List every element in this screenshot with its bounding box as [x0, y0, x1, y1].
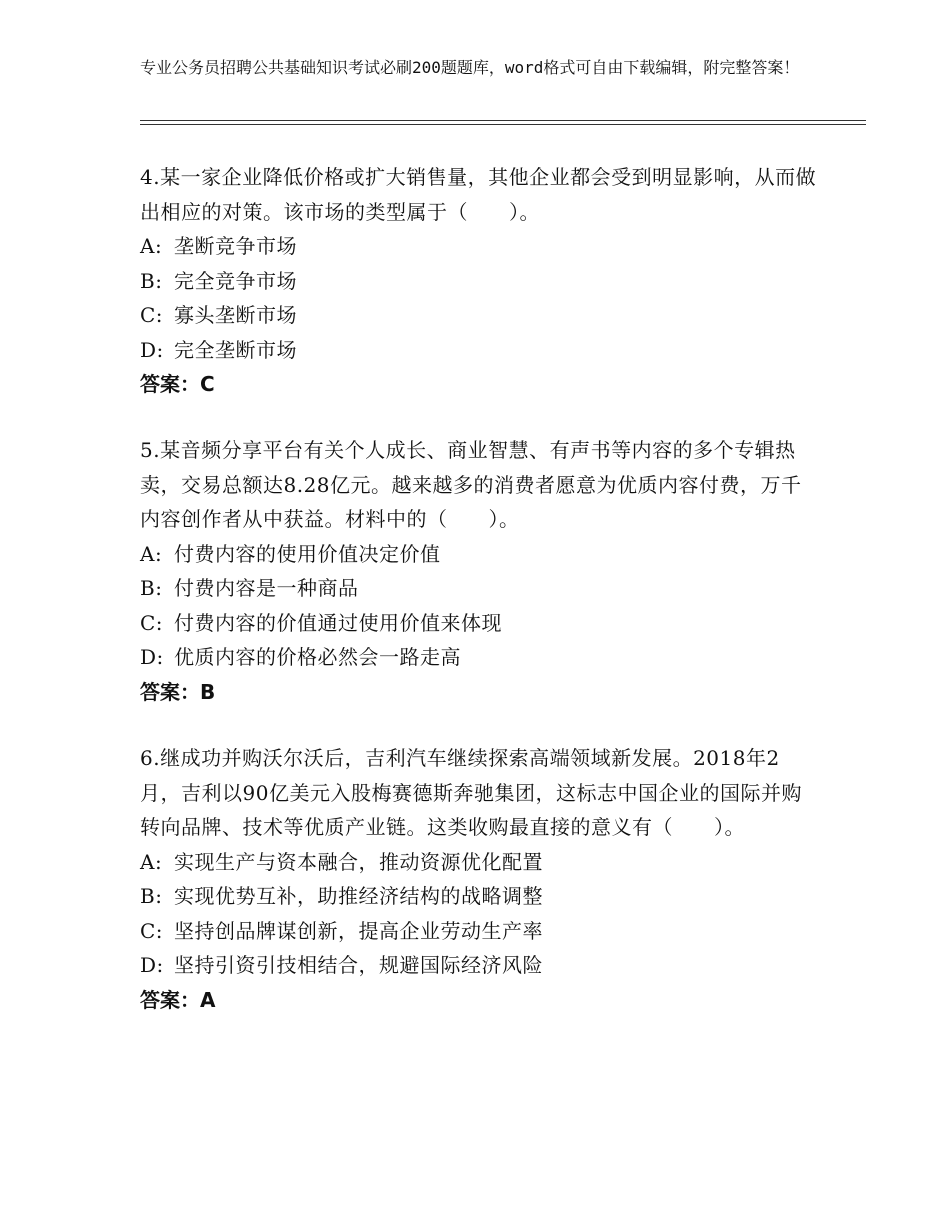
option-letter: A:: [140, 234, 163, 258]
question-stem: 5.某音频分享平台有关个人成长、商业智慧、有声书等内容的多个专辑热卖，交易总额达8.28亿元。越来越多的消费者愿意为优质内容付费，万千内容创作者从中获益。材料中的（ ）。: [140, 438, 802, 531]
option-text: 完全垄断市场: [174, 337, 297, 362]
option-b: [140, 879, 820, 914]
option-c: [140, 914, 820, 949]
option-letter: B:: [140, 268, 163, 293]
option-c: [140, 606, 820, 641]
option-a: [140, 845, 820, 880]
question-4: [140, 160, 820, 401]
option-text: 完全竞争市场: [174, 268, 297, 293]
option-c: [140, 298, 820, 333]
option-letter: C:: [140, 610, 164, 635]
question-stem: 6.继成功并购沃尔沃后，吉利汽车继续探索高端领域新发展。2018年2月，吉利以90亿美元入股梅赛德斯奔驰集团，这标志中国企业的国际并购转向品牌、技术等优质产业链。这类收购最直接的意义有（ ）。: [140, 746, 802, 839]
question-6: [140, 741, 820, 1017]
option-text: 实现生产与资本融合，推动资源优化配置: [174, 849, 543, 874]
question-5: [140, 433, 820, 709]
option-a: [140, 537, 820, 572]
option-text: 坚持引资引技相结合，规避国际经济风险: [174, 953, 543, 977]
option-text: 付费内容的使用价值决定价值: [174, 541, 441, 566]
option-letter: D:: [140, 645, 164, 669]
header-double-rule: [140, 120, 866, 125]
question-stem: 4.某一家企业降低价格或扩大销售量，其他企业都会受到明显影响，从而做出相应的对策。该市场的类型属于（ ）。: [140, 165, 817, 224]
option-letter: A:: [140, 541, 163, 566]
option-b: [140, 264, 820, 299]
option-letter: D:: [140, 953, 164, 977]
option-text: 优质内容的价格必然会一路走高: [174, 645, 461, 669]
option-letter: A:: [140, 849, 163, 874]
option-text: 寡头垄断市场: [174, 303, 297, 327]
option-letter: C:: [140, 303, 164, 327]
option-text: 付费内容的价值通过使用价值来体现: [174, 610, 502, 635]
answer-line: 答案：C: [140, 372, 215, 396]
option-letter: B:: [140, 884, 163, 908]
option-letter: B:: [140, 576, 163, 600]
page-header: [140, 56, 840, 79]
option-letter: D:: [140, 337, 164, 362]
answer-line: 答案：A: [140, 987, 216, 1012]
option-b: [140, 571, 820, 606]
option-letter: C:: [140, 918, 164, 943]
header-text: 专业公务员招聘公共基础知识考试必刷200题题库，word格式可自由下载编辑，附完整答案！: [140, 58, 800, 77]
option-d: [140, 948, 820, 983]
option-a: [140, 229, 820, 264]
option-text: 实现优势互补，助推经济结构的战略调整: [174, 884, 543, 908]
option-d: [140, 640, 820, 675]
option-text: 付费内容是一种商品: [174, 576, 359, 600]
option-text: 垄断竞争市场: [174, 234, 297, 258]
option-d: [140, 333, 820, 368]
answer-line: 答案：B: [140, 679, 216, 704]
option-text: 坚持创品牌谋创新，提高企业劳动生产率: [174, 918, 543, 943]
